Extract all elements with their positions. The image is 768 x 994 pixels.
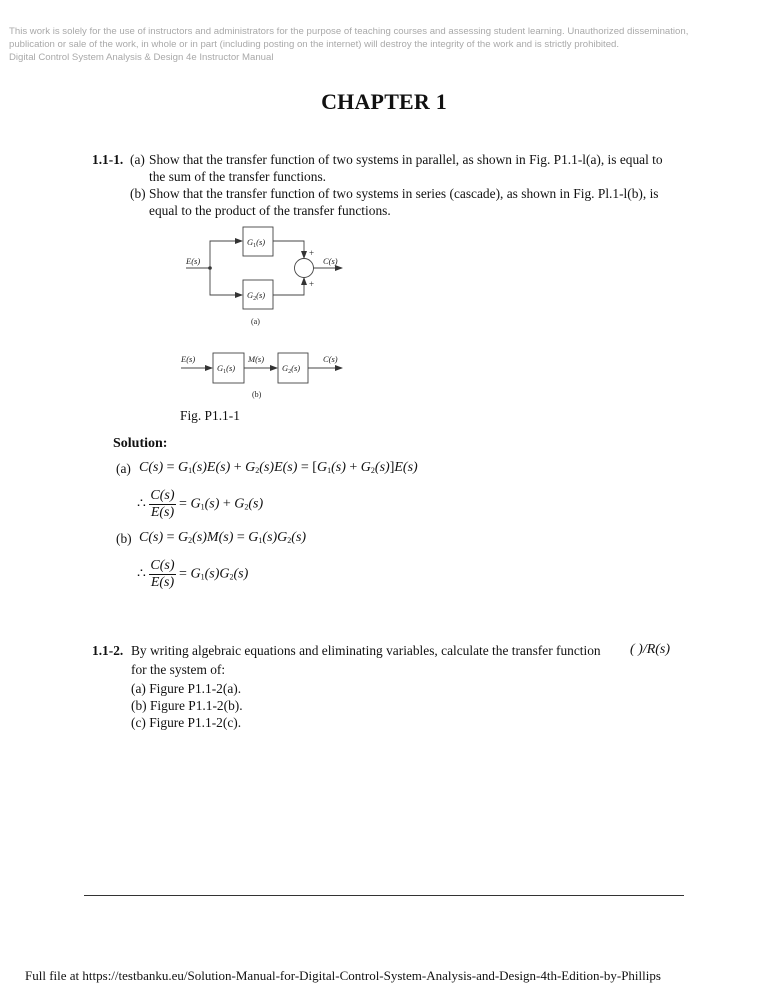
diagram-a-input-label: E(s) bbox=[186, 256, 201, 266]
transfer-function-expression: ( )/R(s) bbox=[630, 642, 671, 657]
part-a-text-line-1: Show that the transfer function of two systems in parallel, as shown in Fig. P1.1-l(a), is equal to bbox=[149, 152, 663, 167]
problem-number: 1.1-1. bbox=[92, 152, 124, 167]
problem-2-text-line-1: By writing algebraic equations and eliminating variables, calculate the transfer function bbox=[131, 643, 601, 658]
svg-text:+: + bbox=[309, 248, 315, 258]
footer-divider bbox=[84, 895, 684, 896]
chapter-title: CHAPTER 1 bbox=[321, 89, 447, 114]
part-a-text-line-2: the sum of the transfer functions. bbox=[149, 169, 327, 184]
part-b-text-line-1: Show that the transfer function of two systems in series (cascade), as shown in Fig. Pl.1-l(b), is bbox=[149, 186, 659, 201]
part-a-label: (a) bbox=[130, 152, 145, 167]
svg-text:+: + bbox=[309, 279, 315, 289]
problem-2-item-b: (b) Figure P1.1-2(b). bbox=[131, 698, 243, 713]
solution-a-equation-2: ∴ $\frac{C(s)}{E(s)}$ = $G_1(s) + G_2(s)$ bbox=[137, 488, 264, 520]
diagram-b-middle-label: M(s) bbox=[248, 354, 265, 364]
problem-2-item-c: (c) Figure P1.1-2(c). bbox=[131, 715, 242, 730]
diagram-b-label: (b) bbox=[252, 390, 262, 399]
footer-source-text: Full file at https://testbanku.eu/Solution-Manual-for-Digital-Control-System-Analysis-and-Design-4th-Edition-by-Phillips bbox=[25, 968, 661, 983]
svg-text:G2(s): $G_2(s)$ bbox=[282, 363, 301, 375]
solution-heading: Solution: bbox=[113, 436, 168, 451]
solution-b-equation-1: $C(s) = G_2(s)M(s) = G_1(s)G_2(s)$ bbox=[139, 530, 307, 545]
problem-2-text-line-2: for the system of: bbox=[131, 662, 226, 677]
summing-junction bbox=[295, 259, 314, 278]
solution-a-equation-1: $C(s) = G_1(s)E(s) + G_2(s)E(s) = [G_1(s) + G_2(s)]E(s)$ bbox=[139, 460, 418, 475]
watermark-line-3: Digital Control System Analysis & Design 4e Instructor Manual bbox=[9, 52, 274, 63]
figure-caption: Fig. P1.1-1 bbox=[180, 408, 240, 423]
watermark-line-1: This work is solely for the use of instructors and administrators for the purpose of teaching courses and assessing student learning. Unauthorized dissemination, bbox=[9, 26, 689, 37]
svg-text:G1(s): $G_1(s)$ bbox=[247, 237, 266, 249]
part-b-label: (b) bbox=[130, 186, 146, 201]
diagram-b-input-label: E(s) bbox=[181, 354, 196, 364]
block-diagram-figure bbox=[0, 0, 768, 420]
solution-b-equation-2: ∴ $\frac{C(s)}{E(s)}$ = $G_1(s)G_2(s)$ bbox=[137, 558, 249, 590]
part-b-text-line-2: equal to the product of the transfer functions. bbox=[149, 203, 391, 218]
problem-number: 1.1-2. bbox=[92, 643, 124, 658]
diagram-a-output-label: C(s) bbox=[323, 256, 338, 266]
solution-b-label: (b) bbox=[116, 531, 132, 546]
solution-a-label: (a) bbox=[116, 461, 131, 476]
diagram-b-output-label: C(s) bbox=[323, 354, 338, 364]
watermark-line-2: publication or sale of the work, in whole or in part (including posting on the internet) will destroy the integrity of the work and is strictly prohibited. bbox=[9, 39, 620, 50]
diagram-a-label: (a) bbox=[251, 317, 260, 326]
problem-2-item-a: (a) Figure P1.1-2(a). bbox=[131, 681, 242, 696]
svg-text:G1(s): $G_1(s)$ bbox=[217, 363, 236, 375]
svg-text:G2(s): $G_2(s)$ bbox=[247, 290, 266, 302]
